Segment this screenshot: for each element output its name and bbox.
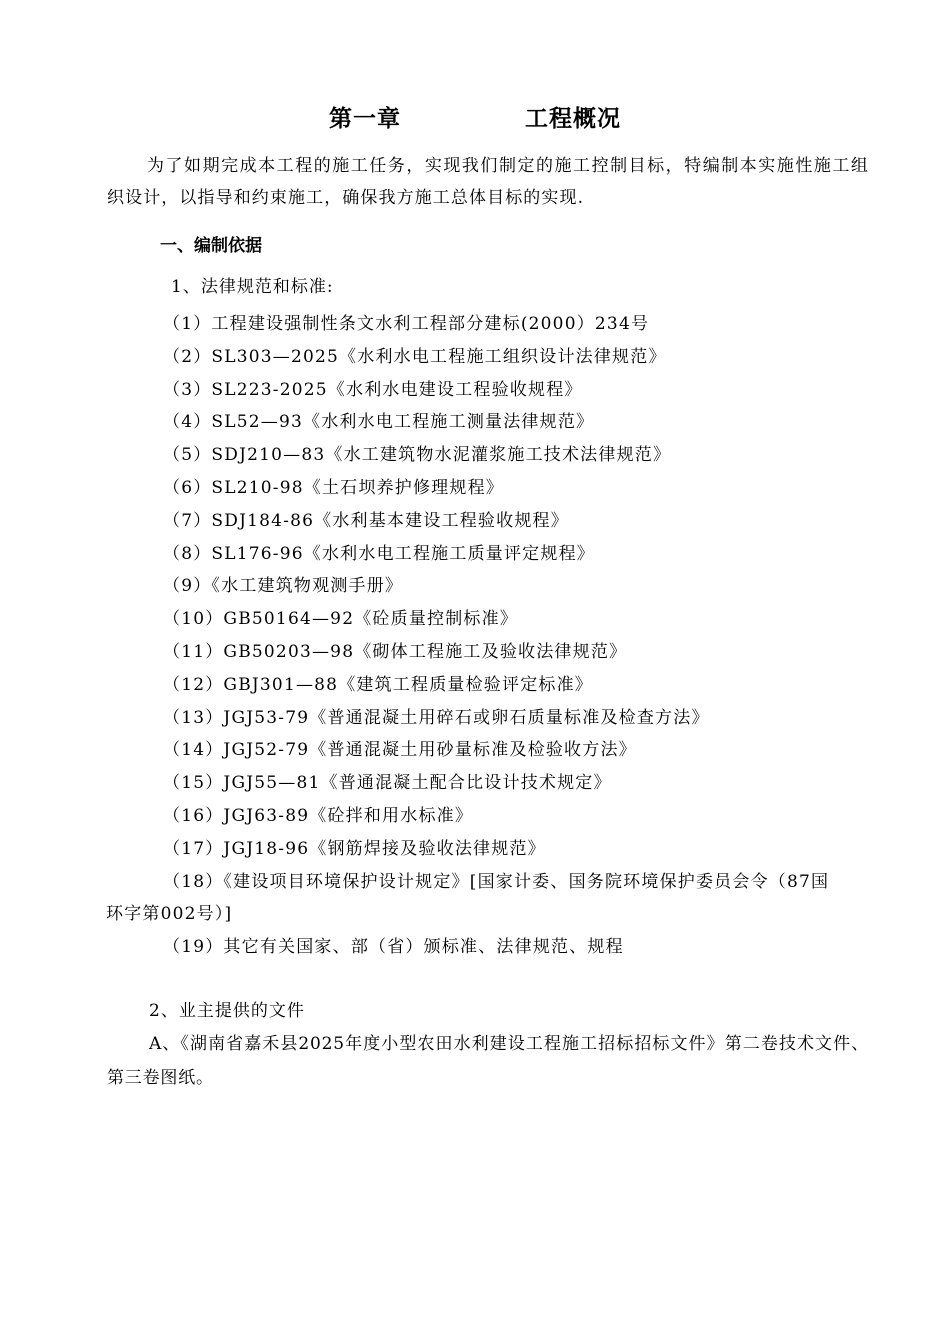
- list-item: （2）SL303—2025《水利水电工程施工组织设计法律规范》: [163, 346, 667, 367]
- list-item: （10）GB50164—92《砼质量控制标准》: [163, 609, 519, 630]
- intro-paragraph: 为了如期完成本工程的施工任务，实现我们制定的施工控制目标，特编制本实施性施工组织设计，以指导和约束施工，确保我方施工总体目标的实现.: [107, 156, 869, 208]
- list-item: （13）JGJ53-79《普通混凝土用碎石或卵石质量标准及检查方法》: [163, 707, 710, 728]
- list-item: （9）《水工建筑物观测手册》: [163, 576, 404, 597]
- list-item: （11）GB50203—98《砌体工程施工及验收法律规范》: [163, 641, 628, 662]
- standards-list: [106, 308, 873, 964]
- owner-docs-paragraph: A、《湖南省嘉禾县2025年度小型农田水利建设工程施工招标招标文件》第二卷技术文件、第三卷图纸。: [107, 1034, 869, 1088]
- list-item: （14）JGJ52-79《普通混凝土用砂量标准及检验收方法》: [163, 740, 637, 761]
- list-item: （5）SDJ210—83《水工建筑物水泥灌浆施工技术法律规范》: [163, 445, 672, 466]
- list-item: （15）JGJ55—81《普通混凝土配合比设计技术规定》: [163, 773, 612, 794]
- section-heading-basis: 一、编制依据: [160, 236, 262, 256]
- chapter-title: 第一章 工程概况: [328, 106, 622, 132]
- list-item-18-line1: （18）《建设项目环境保护设计规定》[国家计委、国务院环境保护委员会令（87国: [163, 871, 830, 892]
- list-item: （12）GBJ301—88《建筑工程质量检验评定标准》: [163, 674, 593, 695]
- list-item: （7）SDJ184-86《水利基本建设工程验收规程》: [163, 510, 569, 531]
- list-item: （4）SL52—93《水利水电工程施工测量法律规范》: [163, 412, 595, 433]
- subsection-heading-owner-docs: 2、业主提供的文件: [149, 1001, 305, 1021]
- subsection-heading-laws: 1、法律规范和标准:: [171, 277, 334, 297]
- list-item: （17）JGJ18-96《钢筋焊接及验收法律规范》: [163, 838, 546, 859]
- list-item-18: [106, 866, 873, 932]
- list-item: （8）SL176-96《水利水电工程施工质量评定规程》: [163, 543, 595, 564]
- list-item: （16）JGJ63-89《砼拌和用水标准》: [163, 805, 474, 826]
- list-item-18-line2: 环字第002号）]: [106, 904, 233, 925]
- list-item: （6）SL210-98《土石坝养护修理规程》: [163, 477, 504, 498]
- list-item: （3）SL223-2025《水利水电建设工程验收规程》: [163, 379, 583, 400]
- list-item-19: （19）其它有关国家、部（省）颁标准、法律规范、规程: [163, 937, 624, 958]
- list-item: （1）工程建设强制性条文水利工程部分建标(2000）234号: [163, 314, 650, 334]
